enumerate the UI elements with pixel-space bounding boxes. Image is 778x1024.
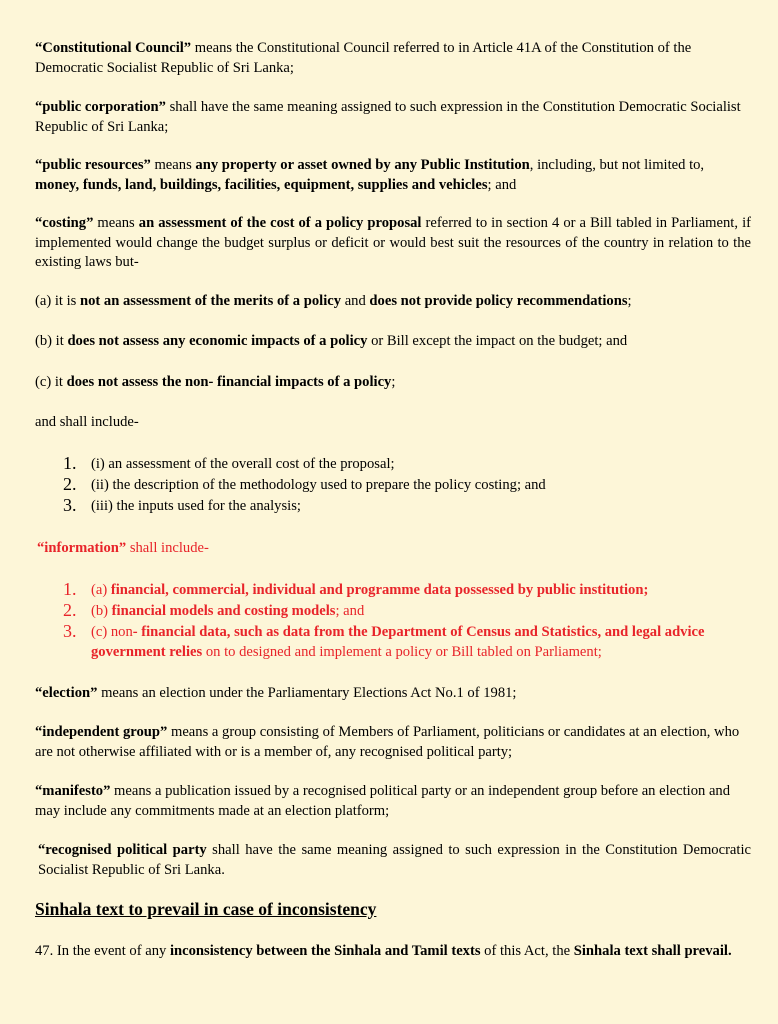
definition-independent-group: “independent group” means a group consisting of Members of Parliament, politicians or candidates at an election, who are not otherwise affiliated with or is a member of, any recognised political party; <box>35 724 740 760</box>
term: “public resources” <box>35 157 151 173</box>
costing-include-intro: and shall include- <box>35 414 139 430</box>
term: “Constitutional Council” <box>35 40 192 56</box>
list-number: 1. <box>63 453 77 473</box>
list-text: (a) financial, commercial, individual and programme data possessed by public institution; <box>91 582 649 598</box>
section-heading: Sinhala text to prevail in case of inconsistency <box>35 899 377 919</box>
term: “costing” <box>35 215 94 231</box>
definition-information: “information” shall include- <box>37 540 209 556</box>
costing-clause-a: (a) it is not an assessment of the merits of a policy and does not provide policy recommendations; <box>35 293 632 309</box>
list-number: 2. <box>63 600 77 620</box>
definition-constitutional-council: “Constitutional Council” means the Constitutional Council referred to in Article 41A of the Constitution of the Democratic Socialist Republic of Sri Lanka; <box>35 40 692 76</box>
section-47-text: 47. In the event of any inconsistency between the Sinhala and Tamil texts of this Act, the Sinhala text shall prevail. <box>35 943 732 959</box>
list-text: (iii) the inputs used for the analysis; <box>91 498 301 514</box>
list-text: (c) non- financial data, such as data from the Department of Census and Statistics, and legal advice government relies on to designed and implement a policy or Bill tabled on Parliament; <box>91 624 705 660</box>
list-number: 3. <box>63 621 77 641</box>
term: “independent group” <box>35 724 168 740</box>
definition-public-corporation: “public corporation” shall have the same meaning assigned to such expression in the Constitution Democratic Socialist Republic of Sri Lanka; <box>35 99 741 135</box>
list-text: (b) financial models and costing models; and <box>91 603 365 619</box>
list-number: 3. <box>63 495 77 515</box>
list-text: (i) an assessment of the overall cost of the proposal; <box>91 456 395 472</box>
term: “manifesto” <box>35 783 111 799</box>
definition-public-resources: “public resources” means any property or asset owned by any Public Institution, including, but not limited to, money, funds, land, buildings, facilities, equipment, supplies and vehicles; and <box>35 157 705 193</box>
definition-manifesto: “manifesto” means a publication issued by a recognised political party or an independent group before an election and may include any commitments made at an election platform; <box>35 783 731 819</box>
list-text: (ii) the description of the methodology used to prepare the policy costing; and <box>91 477 546 493</box>
list-number: 1. <box>63 579 77 599</box>
term: “information” <box>37 540 127 556</box>
definition-recognised-political-party: “recognised political party shall have the same meaning assigned to such expression in the Constitution Democratic Socialist Republic of Sri Lanka. <box>38 842 751 878</box>
definition-costing: “costing” means an assessment of the cost of a policy proposal referred to in section 4 or a Bill tabled in Parliament, if implemented would change the budget surplus or deficit or would best suit the resources of the country in relation to the existing laws but- <box>35 215 751 270</box>
costing-clause-c: (c) it does not assess the non- financial impacts of a policy; <box>35 374 396 390</box>
term: “public corporation” <box>35 99 166 115</box>
costing-clause-b: (b) it does not assess any economic impacts of a policy or Bill except the impact on the budget; and <box>35 333 628 349</box>
list-number: 2. <box>63 474 77 494</box>
term: “election” <box>35 685 98 701</box>
definition-election: “election” means an election under the Parliamentary Elections Act No.1 of 1981; <box>35 685 517 701</box>
term: “recognised political party <box>38 842 207 858</box>
